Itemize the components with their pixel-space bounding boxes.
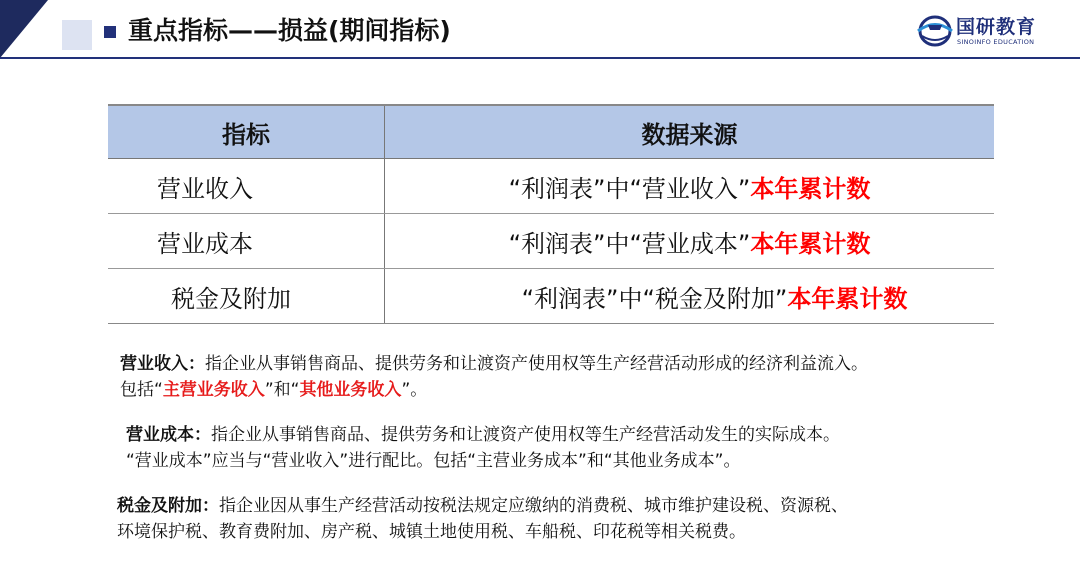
note-tax — [117, 493, 848, 545]
source-text: “利润表”中“营业收入” — [508, 174, 751, 203]
note-term: 营业收入： — [120, 354, 205, 374]
source-highlight: 本年累计数 — [750, 229, 871, 258]
header-indicator: 指标 — [108, 106, 385, 158]
note-text: 指企业从事销售商品、提供劳务和让渡资产使用权等生产经营活动发生的实际成本。 — [211, 425, 840, 445]
note-term: 营业成本： — [126, 425, 211, 445]
indicator-name-text: 营业成本 — [157, 229, 253, 258]
note-tax-line1 — [117, 493, 848, 519]
note-cost — [126, 422, 840, 474]
title-bullet-icon — [104, 26, 116, 38]
indicator-name-text: 税金及附加 — [171, 284, 291, 313]
table-row — [108, 214, 994, 269]
row-indicator-name — [108, 269, 385, 323]
source-highlight: 本年累计数 — [750, 174, 871, 203]
row-source — [385, 159, 994, 213]
header-corner-shape — [0, 0, 48, 58]
table-row — [108, 159, 994, 214]
note-cost-line1 — [126, 422, 840, 448]
row-indicator-name — [108, 159, 385, 213]
logo-globe-icon — [916, 14, 954, 48]
note-cost-line2: “营业成本”应当与“营业收入”进行配比。包括“主营业务成本”和“其他业务成本”。 — [126, 451, 741, 471]
source-highlight: 本年累计数 — [787, 284, 908, 313]
note-revenue-line1 — [120, 351, 868, 377]
note-revenue-line2 — [120, 377, 868, 403]
source-text: “利润表”中“税金及附加” — [521, 284, 788, 313]
table-header-row — [108, 106, 994, 159]
note-text: 包括“ — [120, 380, 163, 400]
header-square-decoration — [62, 20, 92, 50]
note-tax-line2: 环境保护税、教育费附加、房产税、城镇土地使用税、车船税、印花税等相关税费。 — [117, 522, 746, 542]
page-title: 重点指标——损益(期间指标) — [128, 16, 451, 45]
row-source — [385, 269, 994, 323]
note-text: 指企业从事销售商品、提供劳务和让渡资产使用权等生产经营活动形成的经济利益流入。 — [205, 354, 868, 374]
logo-text-cn: 国研教育 — [956, 16, 1037, 38]
note-revenue — [120, 351, 868, 403]
source-text: “利润表”中“营业成本” — [508, 229, 751, 258]
row-source — [385, 214, 994, 268]
header-source: 数据来源 — [641, 120, 738, 149]
indicator-name-text: 营业收入 — [157, 174, 253, 203]
note-highlight: 主营业务收入 — [162, 380, 265, 400]
row-indicator-name — [108, 214, 385, 268]
table-row — [108, 269, 994, 323]
note-text: ”和“ — [264, 380, 300, 400]
header-divider — [0, 57, 1080, 59]
brand-logo — [916, 12, 1066, 52]
note-term: 税金及附加： — [117, 496, 219, 516]
indicator-table — [108, 104, 994, 324]
note-text: 指企业因从事生产经营活动按税法规定应缴纳的消费税、城市维护建设税、资源税、 — [219, 496, 848, 516]
note-text: ”。 — [401, 380, 428, 400]
note-highlight: 其他业务收入 — [299, 380, 402, 400]
logo-text-en: SINOINFO EDUCATION — [957, 38, 1035, 46]
